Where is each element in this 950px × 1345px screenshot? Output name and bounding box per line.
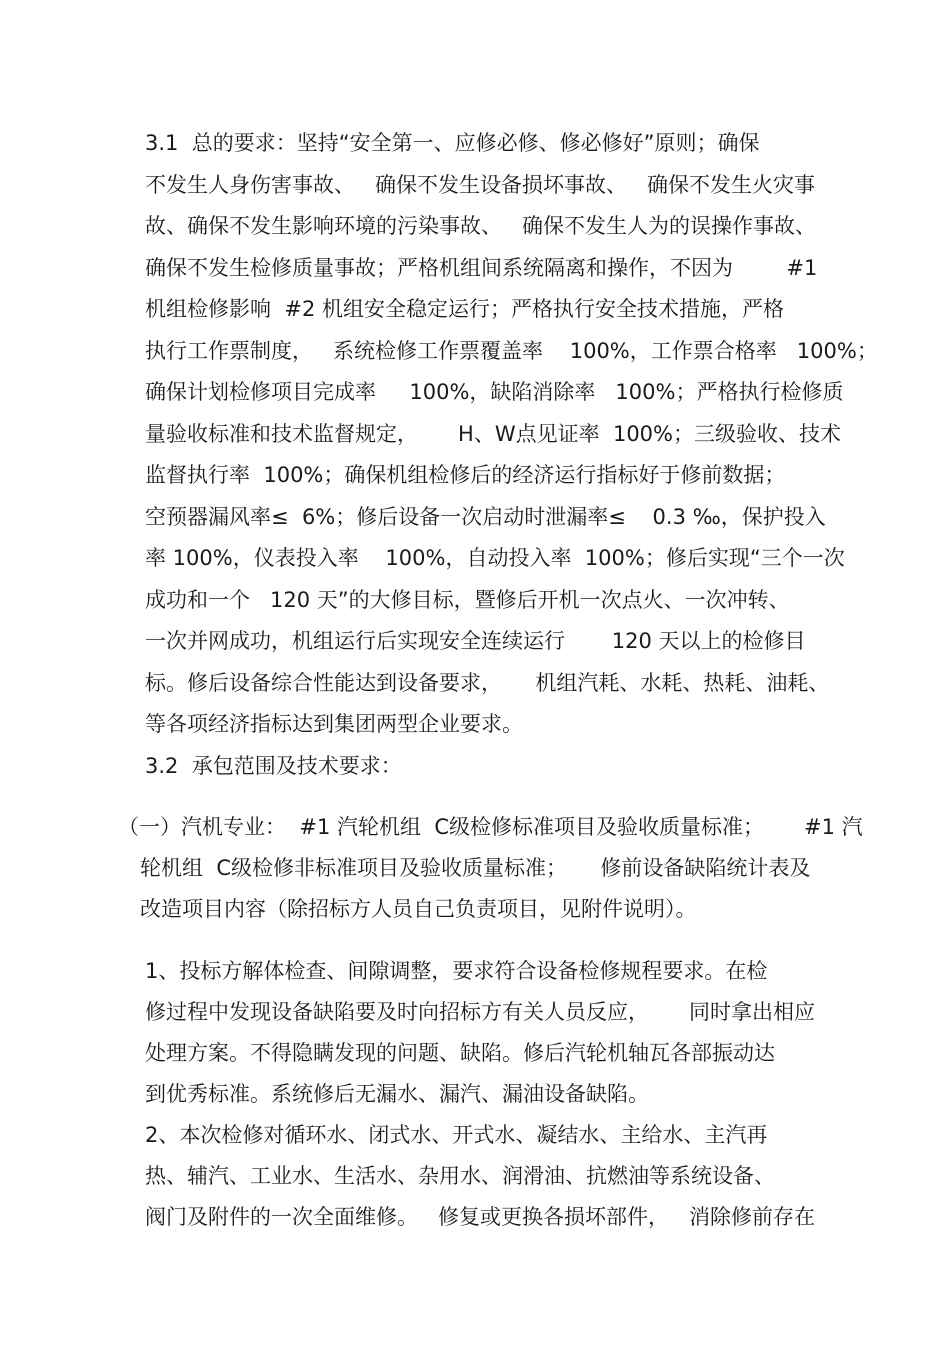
text-line: 标。修后设备综合性能达到设备要求， 机组汽耗、水耗、热耗、油耗、 [145, 671, 830, 695]
text-line: 修过程中发现设备缺陷要及时向招标方有关人员反应， 同时拿出相应 [145, 1000, 816, 1024]
text-line: 量验收标准和技术监督规定， H、W点见证率 100%；三级验收、技术 [145, 422, 841, 446]
text-line: 率 100%，仪表投入率 100%，自动投入率 100%；修后实现“三个一次 [145, 546, 845, 570]
text-line: 等各项经济指标达到集团两型企业要求。 [145, 712, 523, 736]
text-line: （一）汽机专业： #1 汽轮机组 C级检修标准项目及验收质量标准； #1 汽 [118, 815, 863, 839]
text-line: 改造项目内容（除招标方人员自己负责项目，见附件说明）。 [140, 897, 697, 921]
text-line: 1、投标方解体检查、间隙调整，要求符合设备检修规程要求。在检 [145, 959, 768, 983]
section-heading: 3.2 承包范围及技术要求： [145, 754, 402, 778]
text-line: 处理方案。不得隐瞒发现的问题、缺陷。修后汽轮机轴瓦各部振动达 [145, 1041, 775, 1065]
text-line: 到优秀标准。系统修后无漏水、漏汽、漏油设备缺陷。 [145, 1082, 649, 1106]
text-line: 热、辅汽、工业水、生活水、杂用水、润滑油、抗燃油等系统设备、 [145, 1164, 775, 1188]
text-line: 不发生人身伤害事故、 确保不发生设备损坏事故、 确保不发生火灾事 [145, 173, 816, 197]
text-line: 2、本次检修对循环水、闭式水、开式水、凝结水、主给水、主汽再 [145, 1123, 768, 1147]
text-line: 确保计划检修项目完成率 100%，缺陷消除率 100%；严格执行检修质 [145, 380, 844, 404]
text-line: 一次并网成功，机组运行后实现安全连续运行 120 天以上的检修目 [145, 629, 806, 653]
text-line: 执行工作票制度， 系统检修工作票覆盖率 100%，工作票合格率 100%； [145, 339, 878, 363]
text-line: 轮机组 C级检修非标准项目及验收质量标准； 修前设备缺陷统计表及 [140, 856, 811, 880]
text-line: 故、确保不发生影响环境的污染事故、 确保不发生人为的误操作事故、 [145, 214, 817, 238]
text-line: 空预器漏风率≤ 6%；修后设备一次启动时泄漏率≤ 0.3 ‰，保护投入 [145, 505, 826, 529]
text-line: 机组检修影响 #2 机组安全稳定运行；严格执行安全技术措施，严格 [145, 297, 784, 321]
text-line: 监督执行率 100%；确保机组检修后的经济运行指标好于修前数据； [145, 463, 786, 487]
text-line: 3.1 总的要求：坚持“安全第一、应修必修、修必修好”原则；确保 [145, 131, 760, 155]
text-line: 成功和一个 120 天”的大修目标，暨修后开机一次点火、一次冲转、 [145, 588, 790, 612]
text-line: 阀门及附件的一次全面维修。 修复或更换各损坏部件， 消除修前存在 [145, 1205, 816, 1229]
text-line: 确保不发生检修质量事故；严格机组间系统隔离和操作，不因为 #1 [145, 256, 818, 280]
